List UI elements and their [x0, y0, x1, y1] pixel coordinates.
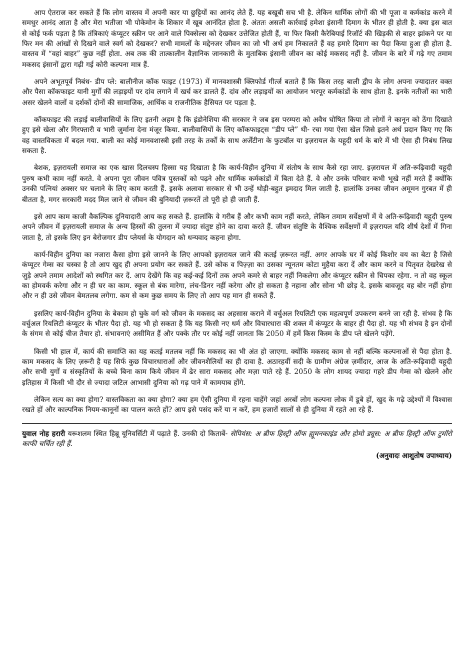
paragraph-2: अपने अभूतपूर्व निबंध- डीप प्ले: बालीनीज कॉक फाइट (1973) में मानवशास्त्री क्लिफोर्ड गीर्त्ज बताते हैं कि किस तरह बाली द्वीप के लोग अपना ज्यादातर वक्त और पैसा कॉकफाइट यानी मुर्गों की लड़ाइयों पर दांव लगाने में खर्च कर डालते हैं. दांव और लड़ाइयों का आयोजन भरपूर कर्मकांडों के साथ होता है. इनके नतीजों का भारी असर खेलने वालों व दर्शकों दोनों की सामाजिक, आर्थिक व राजनीतिक हैसियत पर पड़ता है.	[22, 77, 452, 107]
paragraph-3: कॉकफाइट की लड़ाई बालीवासियों के लिए इतनी अहम है कि इंडोनेशिया की सरकार ने जब इस परम्परा को अवैध घोषित किया तो लोगों ने कानून को ठेंगा दिखाते हुए इसे खेला और गिरफ्तारी व भारी जुर्माना देना मंजूर किया. बालीवासियों के लिए कॉकफाइट्स “डीप प्ले” थी- रचा गया ऐसा खेल जिसे इतने अर्थ प्रदान किए गए कि वह वास्तविकता में बदल गया. बाली का कोई मानवशास्त्री इसी तरह के तर्कों के साथ अर्जेंटीना के फुटबॉल या इज़रायल के यहूदी धर्म के बारे में भी ऐसा ही निबंध लिख सकता है.	[22, 115, 452, 156]
translator-credit: (अनुवादः आशुतोष उपाध्याय)	[375, 450, 452, 460]
author-bio-text	[22, 429, 452, 450]
author-bio	[22, 429, 452, 462]
divider	[22, 423, 452, 424]
paragraph-4: बेशक, इज़रायली समाज का एक खास दिलचस्प हिस्सा यह दिखाता है कि कार्य-विहीन दुनिया में संतोष के साथ कैसे रहा जाए. इज़रायल में अति-रूढ़िवादी यहूदी पुरुष कभी काम नहीं करते. वे अपना पूरा जीवन पवित्र पुस्तकों को पढ़ने और धार्मिक कर्मकांडों में बिता देते हैं. वे और उनके परिवार कभी भूखे नहीं मरते हैं क्योंकि उनकी पत्नियां अक्सर घर चलाने के लिए काम करती हैं. इसके अलावा सरकार से भी उन्हें थोड़ी-बहुत इमदाद मिल जाती है. हालांकि उनका जीवन अमूमन गुरबत में ही बीतता है, मगर सरकारी मदद मिल जाने से जीवन की बुनियादी ज़रूरतें तो पूरी हो ही जाती हैं.	[22, 163, 452, 204]
paragraph-9: लेकिन सत्य का क्या होगा? वास्तविकता का क्या होगा? क्या हम ऐसी दुनिया में रहना चाहेंगे जहां अरबों लोग कल्पना लोक में डूबे हों, खुद के गढ़े उद्देश्यों में विश्वास रखते हों और काल्पनिक नियम-कानूनों का पालन करते हों? आप इसे पसंद करें या न करें, हम हजारों सालों से ही दुनिया में रहते आ रहे हैं.	[22, 395, 452, 415]
paragraph-1: आप ऐतराज कर सकते हैं कि लोग वास्तव में अपनी कार या छुट्टियों का आनंद लेते हैं. यह बखूबी सच भी है. लेकिन धार्मिक लोगों की भी पूजा व कर्मकांड करने में समधुर आनंद आता है और मेरा भतीजा भी पोकेमोन के शिकार में खूब आनंदित होता है. अंततः असली कार्रवाई हमेशा इंसानी दिमाग के भीतर ही होती है. क्या इस बात से कोई फर्क पड़ता है कि तंत्रिकाएं कंप्यूटर स्क्रीन पर आने वाले पिक्सेल्स को देखकर उत्तेजित होती हैं, या फिर किसी कैरेबियाई रिजॉर्ट की खिड़की से बाहर झांकने पर या फिर मन की आंखों से दिखने वाले स्वर्ग को देखकर? सभी मामलों के मद्देनजर जीवन का जो भी अर्थ हम निकालते हैं वह हमारे दिमाग का पैदा किया हुआ ही होता है. वास्तव में “वहां बाहर” कुछ नहीं होता. अब तक की तात्कालीन वैज्ञानिक जानकारी के मुताबिक इंसानी जीवन का कोई मकसद नहीं है. जीवन के बारे में गढ़े गए तमाम मकसद इंसानों द्वारा गढ़ी गई कोरी कल्पना मात्र हैं.	[22, 8, 452, 69]
author-name: युवाल नोह हरारी	[22, 428, 66, 438]
paragraph-8: किसी भी हाल में, कार्य की समाप्ति का यह कतई मतलब नहीं कि मकसद का भी अंत हो जाएगा. क्योंकि मकसद काम से नहीं बल्कि कल्पनाओं से पैदा होता है. काम मकसद के लिए ज़रूरी है यह सिर्फ कुछ विचारधाराओं और जीवनशैलियों का ही दावा है. अठारहवीं सदी के ग्रामीण अंग्रेज ज़मींदार, आज के अति-रूढ़िवादी यहूदी और सभी युगों व संस्कृतियों के बच्चे बिना काम किये जीवन में ढेर सारा मकसद और मज़ा पाते रहे हैं. 2050 के लोग शायद ज्यादा गहरे डीप गेम्स को खेलने और इतिहास में किसी भी दौर से ज्यादा जटिल आभासी दुनिया को गढ़ पाने में कामयाब होंगे.	[22, 346, 452, 387]
paragraph-6: कार्य-विहीन दुनिया का नजारा कैसा होगा इसे जानने के लिए आपको इज़रायल जाने की कतई ज़रूरत नहीं. अगर आपके घर में कोई किशोर वय का बेटा है जिसे कंप्यूटर गेम्स का चस्का है तो आप खुद ही अपना प्रयोग कर सकते हैं. उसे कोक व पिज़्ज़ा का उसका न्यूनतम कोटा मुहैया करा दें और काम करने व पितृवत देखरेख से जुड़े अपने तमाम आदेशों को स्थगित कर दें. आप देखेंगे कि वह कई-कई दिनों तक अपने कमरे से बाहर नहीं निकलेगा और कंप्यूटर स्क्रीन से चिपका रहेगा. न तो वह स्कूल का होमवर्क करेगा और न ही घर का काम. स्कूल से बंक मारेगा, लंच-डिनर नहीं करेगा और हो सकता है नहाना और सोना भी छोड़ दे. इसके बावजूद वह बोर नहीं होगा और न ही उसे जीवन बेमतलब लगेगा. कम से कम कुछ समय के लिए तो आप यह मान ही सकते हैं.	[22, 249, 452, 301]
paragraph-5: इसे आप काम काजी वैकल्पिक दुनियादारी आय कह सकते हैं. हालांकि वे गरीब हैं और कभी काम नहीं करते, लेकिन तमाम सर्वेक्षणों में ये अति-रूढ़िवादी यहूदी पुरुष अपने जीवन में इज़रायली समाज के अन्य हिस्सों की तुलना में ज्यादा संतुष्ट होने का दावा करते हैं. जीवन संतुष्टि के वैश्विक सर्वेक्षणों में इज़रायल यदि शीर्ष देशों में गिना जाता है, तो इसके लिए इन बेरोजगार डीप प्लेयर्स के योगदान को धन्यवाद कहना होगा.	[22, 211, 452, 242]
author-description: यरूशलम स्थित हिब्रू यूनिवर्सिटी में पढ़ाते हैं. उनकी दो किताबें-	[65, 428, 231, 438]
paragraph-7: इसलिए कार्य-विहीन दुनिया के बेकाम हो चुके वर्ग को जीवन के मकसद का अहसास कराने में वर्चुअल रियलिटी एक महत्वपूर्ण उपकरण बनने जा रही है. संभव है कि वर्चुअल रियलिटी कंप्यूटर के भीतर पैदा हो. यह भी हो सकता है कि यह किसी नए धर्म और विचारधारा की शक्ल में कंप्यूटर के बाहर ही पैदा हो. यह भी संभव है इन दोनों के संगम से कोई चीज तैयार हो. संभावनाएं असीमित हैं और पक्के तौर पर कोई नहीं जानता कि 2050 में हमें किस किस्म के डीप प्ले खेलने पड़ेंगे.	[22, 308, 452, 339]
author-books: सेपियंस: अ ब्रीफ हिस्ट्री ऑफ ह्यूमनकाइंड और होमो ड्यूस: अ ब्रीफ हिस्ट्री ऑफ टुमॉरो काफी चर्चित रही हैं.	[22, 428, 453, 449]
article-body	[22, 8, 452, 416]
